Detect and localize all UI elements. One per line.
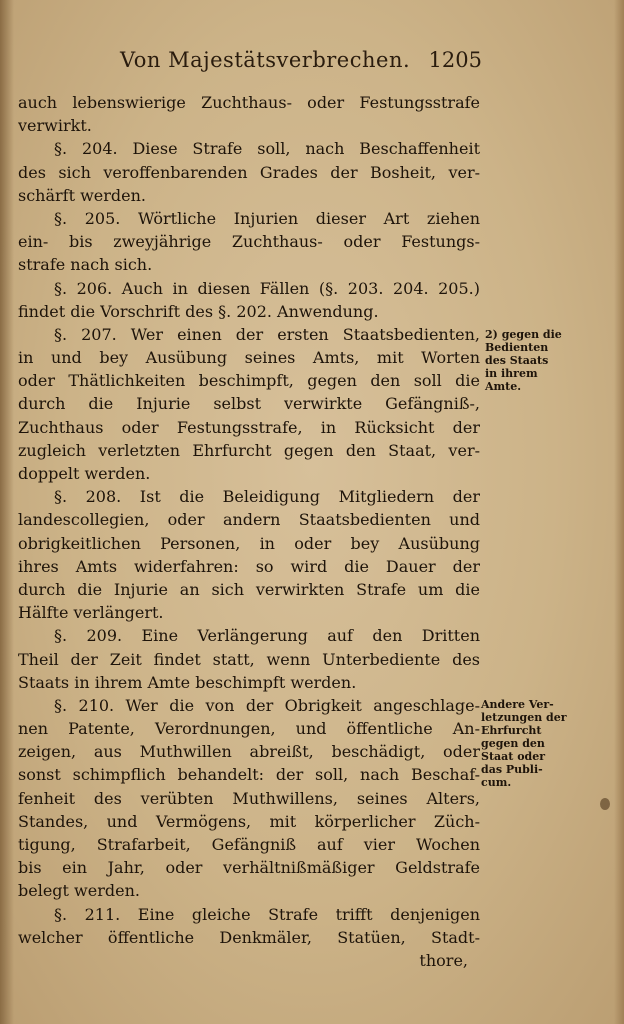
text-line: zugleich verletzten Ehrfurcht gegen den Staat, ver-: [18, 440, 480, 460]
margin-note-line: cum.: [481, 776, 512, 789]
margin-note-line: des Staats: [485, 354, 549, 367]
margin-note-line: das Publi-: [481, 763, 543, 776]
text-line: des sich veroffenbarenden Grades der Bosheit, ver-: [18, 162, 480, 182]
text-line: sonst schimpflich behandelt: der soll, nach Beschaf-: [18, 765, 480, 785]
text-line: oder Thätlichkeiten beschimpft, gegen den soll die: [18, 371, 480, 391]
paragraph-209-start: §. 209. Eine Verlängerung auf den Dritten: [54, 626, 480, 646]
text-line: verwirkt.: [18, 116, 92, 136]
paragraph-204-start: §. 204. Diese Strafe soll, nach Beschaffenheit: [54, 139, 480, 159]
text-line: ihres Amts widerfahren: so wird die Dauer der: [18, 556, 480, 576]
text-line: doppelt werden.: [18, 464, 151, 483]
paragraph-208-start: §. 208. Ist die Beleidigung Mitgliedern der: [54, 487, 480, 507]
text-line: Staats in ihrem Amte beschimpft werden.: [18, 672, 357, 692]
text-line: tigung, Strafarbeit, Gefängniß auf vier Wochen: [18, 835, 480, 854]
catchword: thore,: [419, 950, 468, 970]
text-line: fenheit des verübten Muthwillens, seines Alters,: [18, 788, 480, 808]
text-line: belegt werden.: [18, 881, 140, 901]
text-line: bis ein Jahr, oder verhältnißmäßiger Geldstrafe: [18, 858, 480, 878]
paragraph-206-start: §. 206. Auch in diesen Fällen (§. 203. 204. 205.): [54, 278, 480, 298]
text-line: Hälfte verlängert.: [18, 603, 164, 623]
text-line: schärft werden.: [18, 185, 147, 205]
text-line: Theil der Zeit findet statt, wenn Unterbediente des: [18, 649, 480, 669]
text-line: strafe nach sich.: [18, 255, 153, 275]
running-title: Von Majestätsverbrechen.: [120, 48, 411, 72]
margin-note-andere-verletzungen: [481, 698, 571, 789]
margin-note-line: letzungen der: [481, 711, 567, 724]
main-text-column: [18, 91, 480, 972]
text-line: obrigkeitlichen Personen, in oder bey Ausübung: [18, 533, 480, 553]
margin-note-line: in ihrem: [485, 367, 538, 380]
paragraph-207-start: §. 207. Wer einen der ersten Staatsbedienten,: [54, 324, 480, 344]
margin-note-line: Andere Ver-: [481, 698, 554, 711]
margin-note-line: gegen den: [481, 737, 545, 750]
text-line: in und bey Ausübung seines Amts, mit Worten: [18, 348, 480, 368]
text-line: zeigen, aus Muthwillen abreißt, beschädigt, oder: [18, 742, 480, 762]
text-line: findet die Vorschrift des §. 202. Anwendung.: [18, 301, 379, 321]
paragraph-210-start: §. 210. Wer die von der Obrigkeit angeschlage-: [54, 695, 480, 715]
text-line: landescollegien, oder andern Staatsbedienten und: [18, 510, 480, 530]
margin-note-line: Amte.: [485, 380, 522, 393]
page-number: 1205: [428, 48, 482, 72]
margin-note-line: 2) gegen die: [485, 328, 562, 341]
text-line: durch die Injurie selbst verwirkte Gefängniß-,: [18, 394, 480, 414]
margin-note-line: Staat oder: [481, 750, 546, 763]
margin-note-line: Bedienten: [485, 341, 549, 354]
running-header: [120, 48, 482, 78]
page-edge-shadow-left: [0, 0, 14, 1024]
text-line: durch die Injurie an sich verwirkten Strafe um die: [18, 579, 480, 599]
paragraph-205-start: §. 205. Wörtliche Injurien dieser Art ziehen: [54, 208, 480, 228]
ink-stain: [600, 798, 610, 810]
margin-note-line: Ehrfurcht: [481, 724, 542, 737]
text-line: auch lebenswierige Zuchthaus- oder Festungsstrafe: [18, 93, 480, 112]
text-line: welcher öffentliche Denkmäler, Statüen, Stadt-: [18, 927, 480, 947]
text-line: Zuchthaus oder Festungsstrafe, in Rücksicht der: [18, 417, 480, 437]
text-line: ein- bis zweyjährige Zuchthaus- oder Festungs-: [18, 232, 480, 252]
text-line: Standes, und Vermögens, mit körperlicher Züch-: [18, 811, 480, 831]
text-line: nen Patente, Verordnungen, und öffentliche An-: [18, 719, 480, 739]
page-edge-shadow-right: [614, 0, 624, 1024]
margin-note-staatsbedienten: [485, 328, 575, 393]
paragraph-211-start: §. 211. Eine gleiche Strafe trifft denjenigen: [54, 904, 480, 924]
